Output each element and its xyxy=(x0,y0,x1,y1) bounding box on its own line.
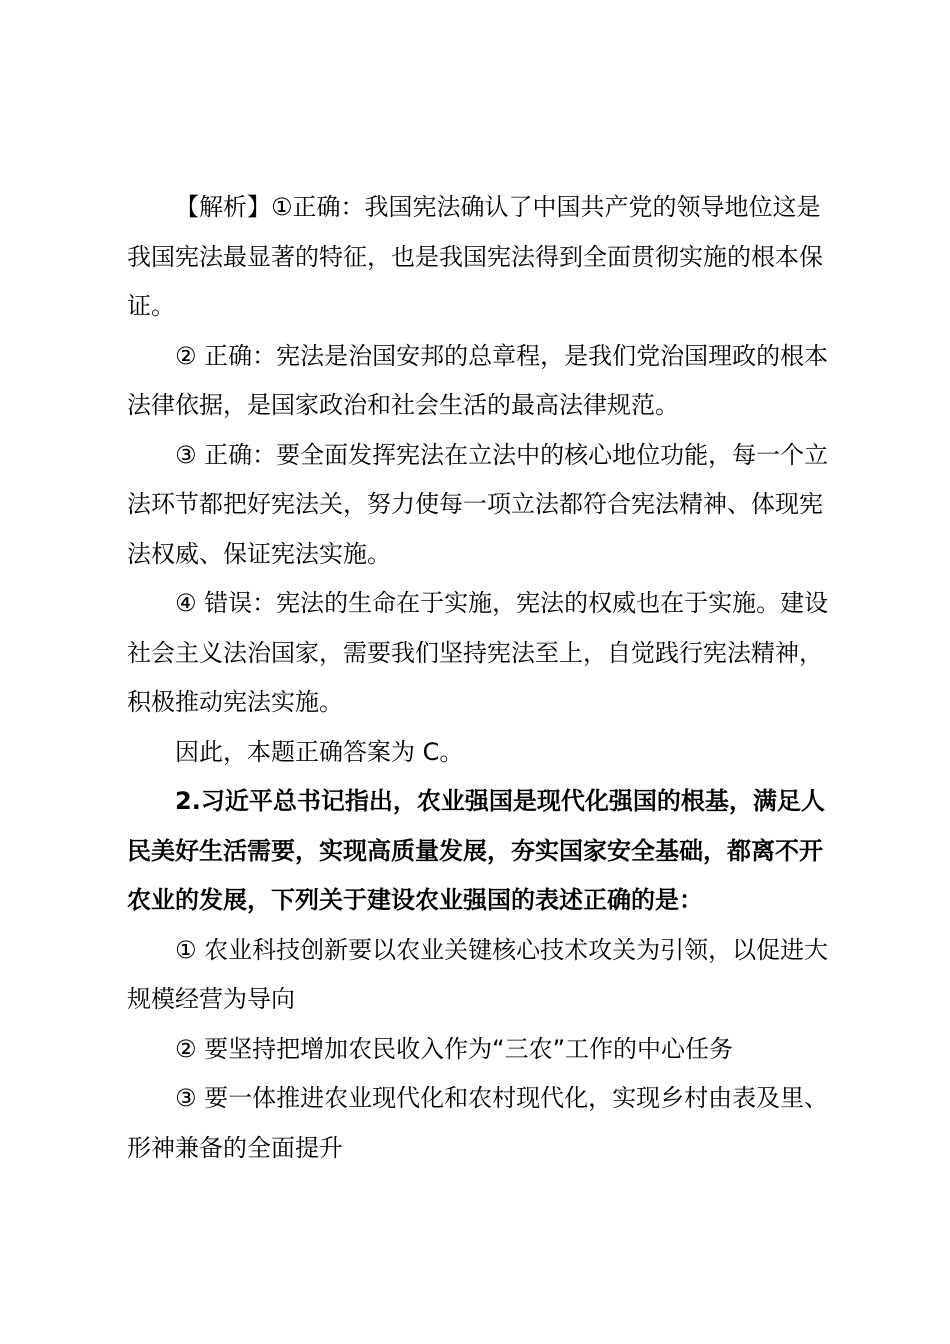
analysis-item-4: ④ 错误：宪法的生命在于实施，宪法的权威也在于实施。建设社会主义法治国家，需要我们坚持宪法至上，自觉践行宪法精神，积极推动宪法实施。 xyxy=(127,589,829,716)
question-2-option-3: ③ 要一体推进农业现代化和农村现代化，实现乡村由表及里、形神兼备的全面提升 xyxy=(127,1084,829,1162)
question-2-option-1: ① 农业科技创新要以农业关键核心技术攻关为引领，以促进大规模经营为导向 xyxy=(127,935,829,1013)
question-2-stem: 2.习近平总书记指出，农业强国是现代化强国的根基，满足人民美好生活需要，实现高质量发展，夯实国家安全基础，都离不开农业的发展，下列关于建设农业强国的表述正确的是： xyxy=(127,787,825,914)
answer-conclusion: 因此，本题正确答案为 C。 xyxy=(175,737,464,766)
analysis-paragraph: 【解析】①正确：我国宪法确认了中国共产党的领导地位这是我国宪法最显著的特征，也是我国宪法得到全面贯彻实施的根本保证。 xyxy=(127,193,823,320)
analysis-item-3: ③ 正确：要全面发挥宪法在立法中的核心地位功能，每一个立法环节都把好宪法关，努力使每一项立法都符合宪法精神、体现宪法权威、保证宪法实施。 xyxy=(127,440,829,568)
document-body xyxy=(127,183,833,1173)
analysis-item-2: ② 正确：宪法是治国安邦的总章程，是我们党治国理政的根本法律依据，是国家政治和社会生活的最高法律规范。 xyxy=(127,341,829,419)
question-2-option-2: ② 要坚持把增加农民收入作为“三农”工作的中心任务 xyxy=(175,1034,734,1063)
